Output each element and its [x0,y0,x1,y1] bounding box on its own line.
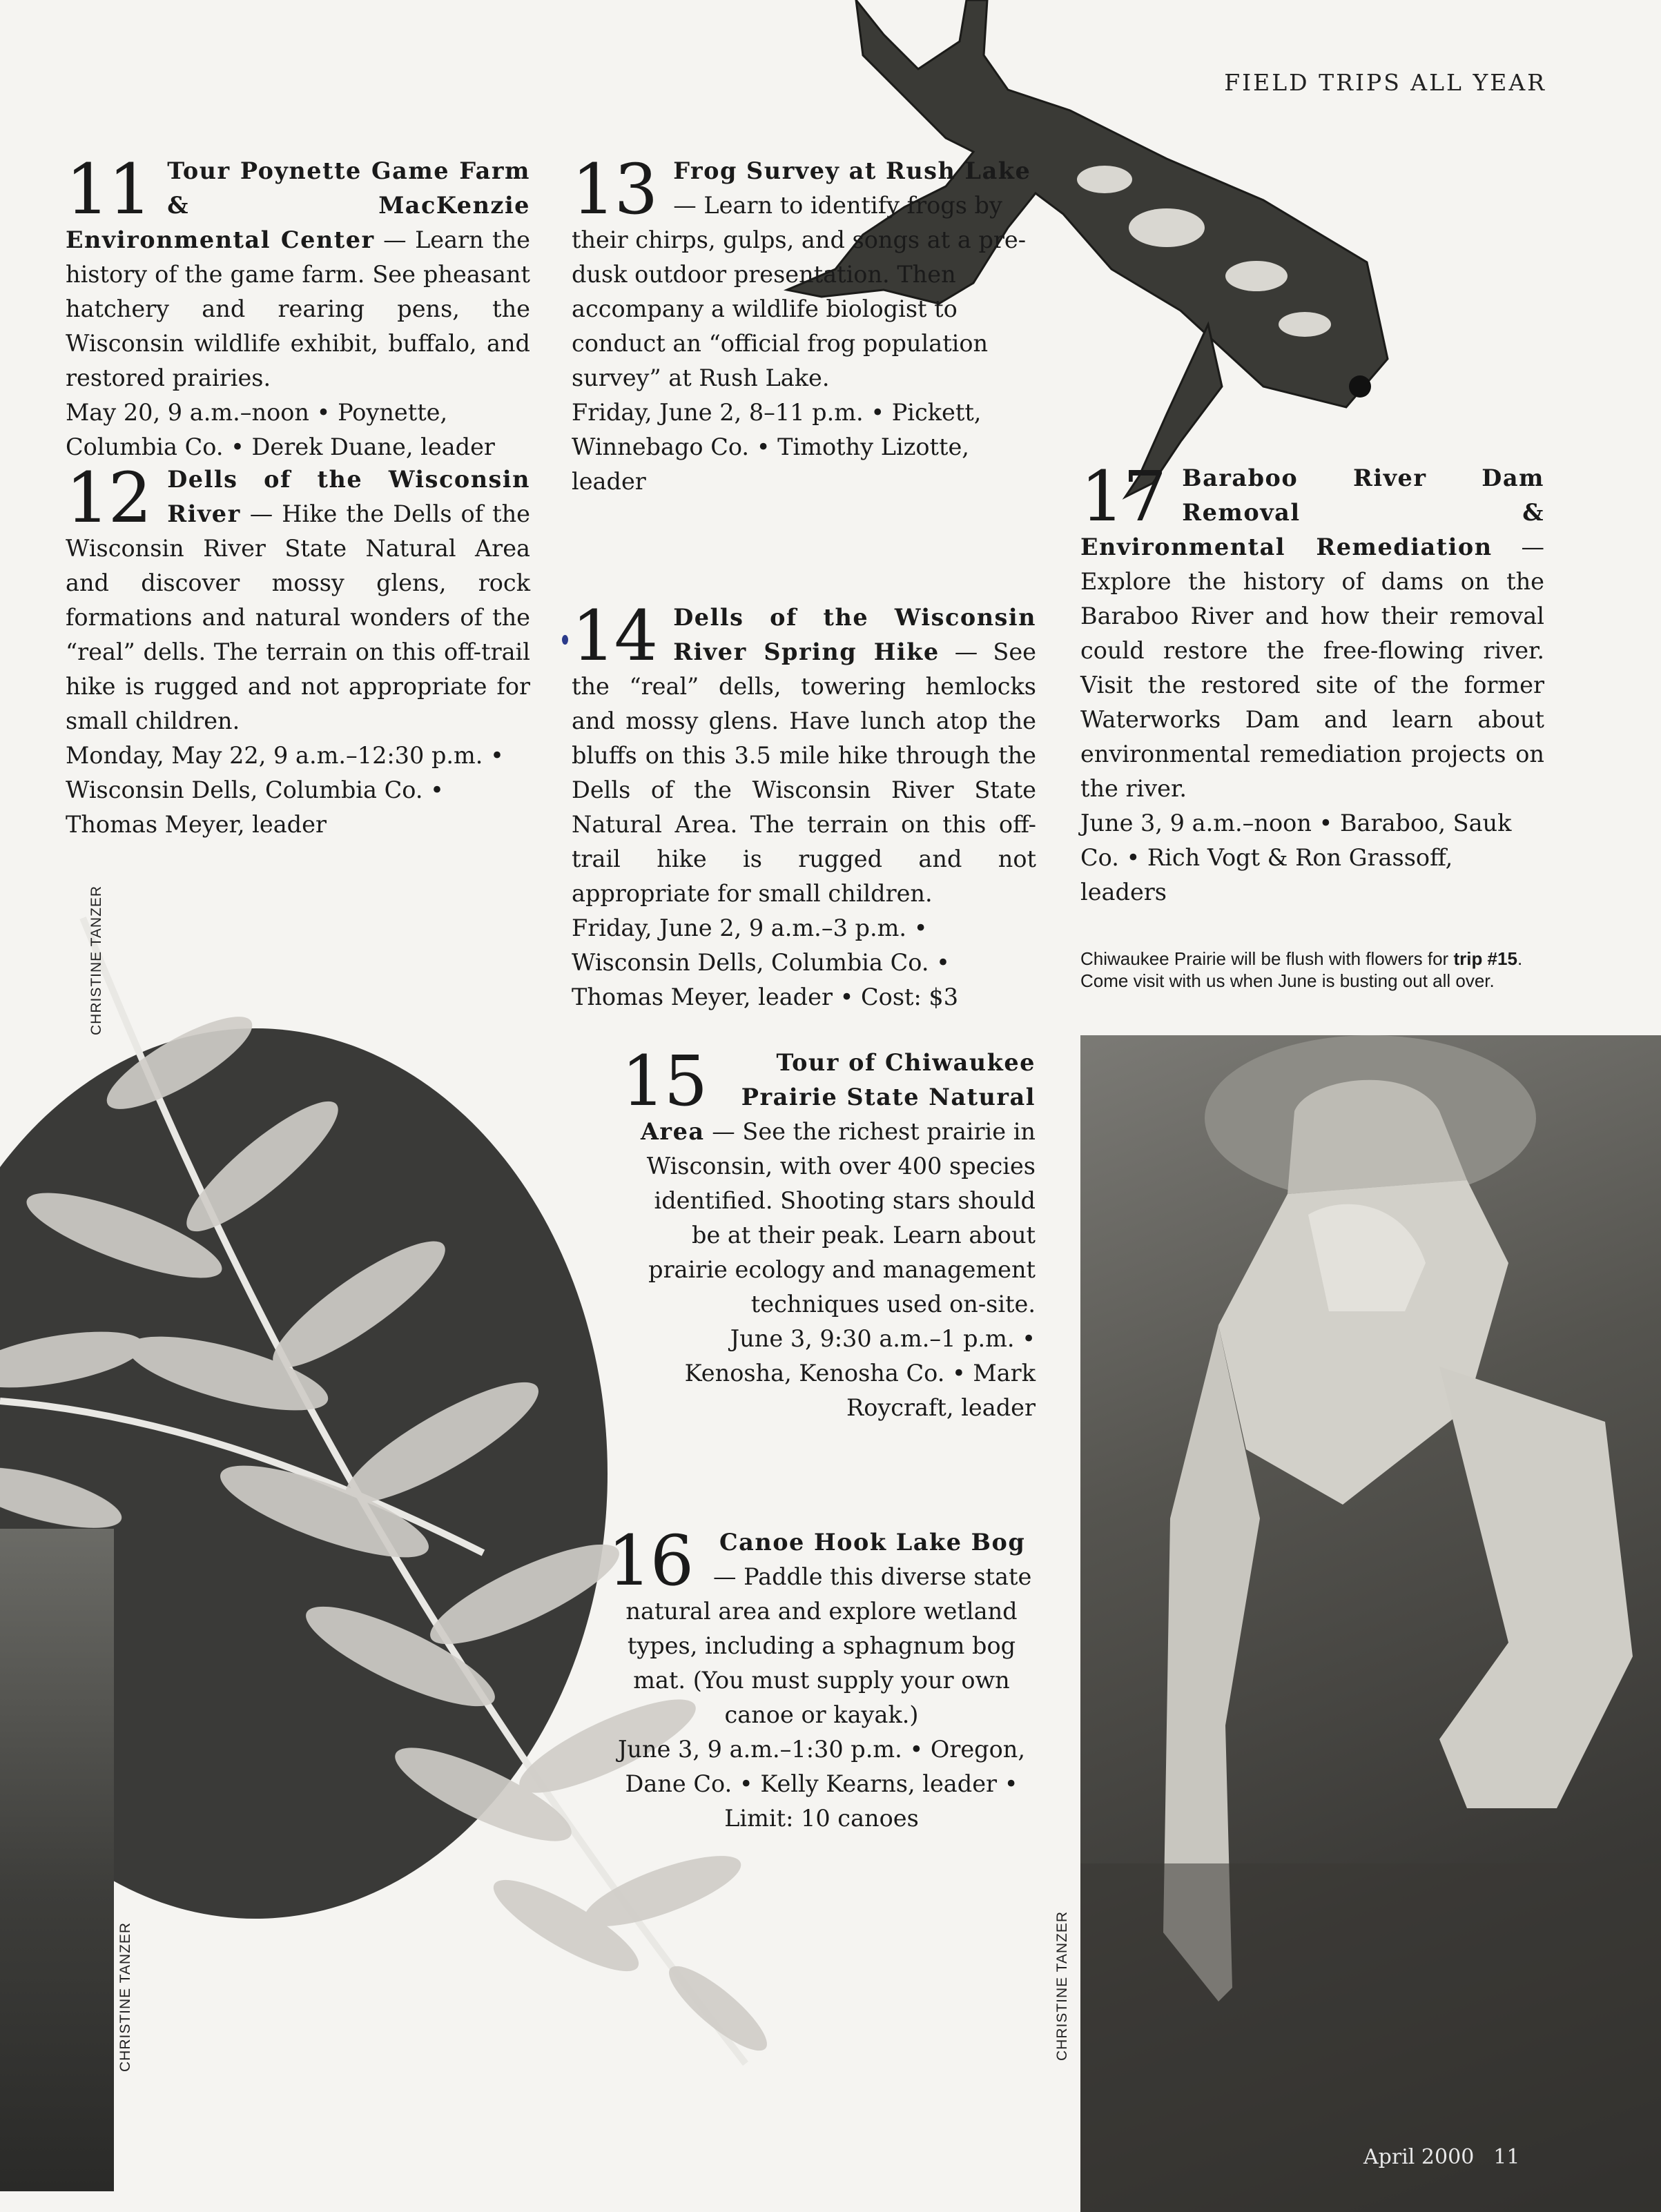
caption-text: Chiwaukee Prairie will be flush with flowers for [1080,948,1454,969]
photo-caption [1080,948,1550,992]
trip-number: 14 [572,596,657,676]
trip-description: — Learn to identify frogs by their chirps, gulps, and songs at a pre-dusk outdoor presentation. Then accompany a wildlife biologist to conduct an “official frog population survey” at Rush Lake. [572,192,1027,391]
trip-details: June 3, 9 a.m.–noon • Baraboo, Sauk Co. • Rich Vogt & Ron Grassoff, leaders [1080,810,1512,906]
photo-credit-prairie: CHRISTINE TANZER [1054,1910,1070,2061]
trip-details: Monday, May 22, 9 a.m.–12:30 p.m. • Wisconsin Dells, Columbia Co. • Thomas Meyer, leader [66,742,504,838]
trip-entry-15 [621,1041,1036,1425]
water-photo [0,1529,114,2191]
trip-details: May 20, 9 a.m.–noon • Poynette, Columbia Co. • Derek Duane, leader [66,399,495,460]
ink-dot [562,635,568,645]
trip-title: Frog Survey at Rush Lake [673,157,1031,184]
page-number: 11 [1493,2145,1520,2169]
trip-number: 13 [572,149,657,230]
trip-details: Friday, June 2, 8–11 p.m. • Pickett, Winnebago Co. • Timothy Lizotte, leader [572,399,982,495]
trip-description: — See the “real” dells, towering hemlocks and mossy glens. Have lunch atop the bluffs on this 3.5 mile hike through the Dells of the Wisconsin River State Natural Area. The terrain on this off-trail hike is rugged and not appropriate for small children. [572,638,1036,907]
trip-title: Dells of the Wisconsin River Spring Hike [673,604,1036,665]
photo-credit-fern: CHRISTINE TANZER [88,885,104,1035]
prairie-photo [1080,1035,1661,2212]
photo-credit-water: CHRISTINE TANZER [117,1921,133,2072]
trip-description: — Hike the Dells of the Wisconsin River State Natural Area and discover mossy glens, rock formations and natural wonders of the “real” dells. The terrain on this off-trail hike is rugged and not appropriate for small children. [66,500,530,734]
trip-title: Tour of Chiwaukee Prairie State Natural Area [640,1049,1036,1145]
trip-number: 15 [621,1041,707,1122]
trip-description: — Paddle this diverse state natural area and explore wetland types, including a sphagnum bog mat. (You must supply your own canoe or kayak.) [625,1563,1032,1728]
caption-text-end: . Come visit with us when June is busting out all over. [1080,948,1523,991]
trip-title: Canoe Hook Lake Bog [719,1529,1026,1556]
trip-description: — Explore the history of dams on the Baraboo River and how their removal could restore the free-flowing river. Visit the restored site of the former Waterworks Dam and learn about environmental remediation projects on the river. [1080,534,1544,802]
trip-details: June 3, 9 a.m.–1:30 p.m. • Oregon, Dane Co. • Kelly Kearns, leader • Limit: 10 canoes [618,1736,1025,1832]
trip-title: Tour Poynette Game Farm & MacKenzie Environmental Center [66,157,530,253]
trip-number: 16 [608,1520,693,1601]
trip-title: Dells of the Wisconsin River [167,466,530,527]
trip-description: — See the richest prairie in Wisconsin, with over 400 species identified. Shooting stars should be at their peak. Learn about prairie ecology and management techniques used on-site. [646,1118,1036,1318]
trip-entry-12 [66,458,530,842]
caption-trip-ref: trip #15 [1453,948,1517,969]
trip-number: 12 [66,458,151,538]
trip-details: Friday, June 2, 9 a.m.–3 p.m. • Wisconsin Dells, Columbia Co. • Thomas Meyer, leader • Cost: $3 [572,914,959,1010]
trip-number: 17 [1080,456,1166,537]
person-kneeling-silhouette [1080,1035,1661,2212]
trip-title: Baraboo River Dam Removal & Environmental Remediation [1080,464,1544,560]
trip-description: — Learn the history of the game farm. See pheasant hatchery and rearing pens, the Wisconsin wildlife exhibit, buffalo, and restored prairies. [66,226,530,391]
trip-number: 11 [66,149,151,230]
trip-details: June 3, 9:30 a.m.–1 p.m. • Kenosha, Kenosha Co. • Mark Roycraft, leader [684,1325,1036,1421]
trip-entry-14 [572,596,1036,1015]
folio [1363,2145,1519,2169]
trip-entry-11 [66,149,530,464]
trip-entry-16 [608,1520,1036,1836]
trip-entry-17 [1080,456,1544,910]
trip-entry-13 [572,149,1041,499]
running-head: FIELD TRIPS ALL YEAR [1224,69,1546,96]
issue-date: April 2000 [1363,2145,1475,2169]
